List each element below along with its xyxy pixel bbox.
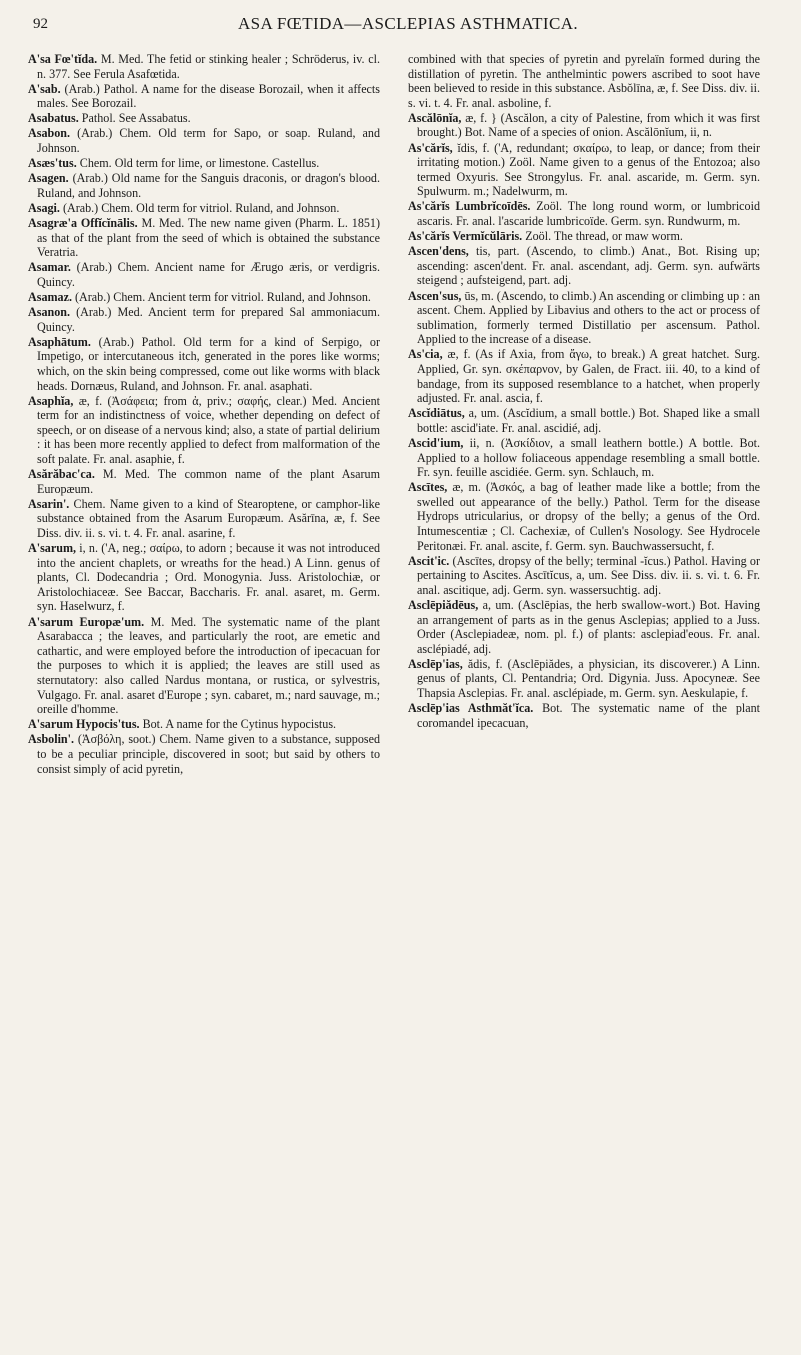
dictionary-entry — [28, 156, 380, 171]
entry-definition: Chem. Old term for lime, or limestone. Castellus. — [76, 156, 320, 171]
entry-headword: A'sab. — [28, 81, 61, 96]
entry-definition: M. Med. The new name given (Pharm. L. 1851) as that of the plant from the seed of which is obtained the substance Veratria. — [37, 216, 380, 260]
dictionary-entry — [408, 244, 760, 288]
entry-headword: A'sarum, — [28, 541, 77, 556]
dictionary-entry — [408, 199, 760, 228]
entry-definition: ii, n. (Ἀσκίδιον, a small leathern bottle.) A bottle. Bot. Applied to a hollow foliaceous appendage resembling a small bottle. Fr. syn. feuille ascidiée. Germ. syn. Schlauch, m. — [417, 435, 760, 480]
entry-headword: Asaphĭa, — [28, 393, 74, 408]
entry-headword: A'sa Fœ'tĭda. — [28, 52, 98, 66]
entry-definition: Pathol. See Assabatus. — [78, 111, 191, 126]
page-number: 92 — [33, 16, 48, 32]
entry-headword: Asclēp'ias Asthmăt'ĭca. — [408, 701, 534, 716]
entry-definition: (Arab.) Chem. Ancient term for vitriol. Ruland, and Johnson. — [72, 290, 371, 304]
dictionary-entry — [408, 347, 760, 405]
page-header — [33, 14, 783, 38]
entry-headword: Asamaz. — [28, 290, 72, 304]
dictionary-entry — [28, 335, 380, 393]
entry-headword: Asbolin'. — [28, 732, 75, 747]
entry-definition: Bot. A name for the Cytinus hypocistus. — [139, 717, 337, 732]
entry-headword: Ascen'dens, — [408, 244, 469, 259]
dictionary-entry — [408, 701, 760, 730]
running-head: ASA FŒTIDA—ASCLEPIAS ASTHMATICA. — [237, 14, 579, 33]
dictionary-entry — [28, 111, 380, 126]
entry-definition: combined with that species of pyretin and pyrelaïn formed during the distillation of pyretin. The anthelmintic powers ascribed to soot have been believed to reside in this substance. Asbŏlīna, æ, f. See Diss. div. ii. s. vi. t. 4. Fr. anal. asboline, f. — [408, 52, 760, 110]
entry-headword: Asabatus. — [28, 111, 79, 126]
entry-definition: Chem. Name given to a kind of Stearoptene, or camphor-like substance obtained from the Asarum Europæum. Asărīna, æ, f. See Diss. div. ii. s. vi. t. 4. Fr. anal. asarine, f. — [37, 496, 380, 540]
entry-definition: M. Med. The fetid or stinking healer ; Schröderus, iv. cl. n. 377. See Ferula Asafœtida. — [37, 52, 380, 81]
dictionary-entry — [28, 260, 380, 289]
entry-headword: Asclēp'ias, — [408, 656, 463, 671]
entry-definition: (Ascītes, dropsy of the belly; terminal -ĭcus.) Pathol. Having or pertaining to Ascites. Ascītĭcus, a, um. See Diss. div. ii. s. vi. t. 6. Fr. anal. ascitique, adj. Germ. syn. wassersuchtig. adj. — [417, 553, 760, 597]
entry-definition: (Arab.) Old name for the Sanguis draconis, or dragon's blood. Ruland, and Johnson. — [37, 171, 380, 200]
entry-definition: a, um. (Ascĭdium, a small bottle.) Bot. Shaped like a small bottle: ascid'iate. Fr. anal. ascidié, adj. — [417, 406, 760, 435]
entry-headword: As'cia, — [408, 347, 443, 362]
entry-headword: A'sarum Europæ'um. — [28, 614, 145, 629]
dictionary-entry — [28, 717, 380, 732]
entry-headword: A'sarum Hypocis'tus. — [28, 717, 140, 732]
entry-definition: (Ἀσβόλη, soot.) Chem. Name given to a substance, supposed to be a peculiar principle, discovered in soot; but said by others to consist simply of acid pyretin, — [37, 732, 380, 776]
dictionary-entry — [408, 657, 760, 701]
entry-headword: Asarin'. — [28, 496, 70, 511]
dictionary-entry — [28, 82, 380, 111]
dictionary-entry — [28, 216, 380, 260]
dictionary-entry — [408, 406, 760, 435]
entry-definition: (Arab.) Med. Ancient term for prepared Sal ammoniacum. Quincy. — [37, 305, 380, 334]
dictionary-entry — [28, 497, 380, 541]
entry-definition: æ, f. (As if Axia, from ἄγω, to break.) A great hatchet. Surg. Applied, Gr. syn. σκέπαρνον, by Galen, de Fract. iii. 40, to a kind of bandage, from its supposed resemblance to a hatchet, when properly adjusted. Fr. anal. ascia, f. — [417, 347, 760, 406]
entry-definition: M. Med. The common name of the plant Asarum Europæum. — [37, 467, 380, 496]
entry-headword: Asabon. — [28, 126, 71, 141]
entry-definition: æ, m. (Ἀσκός, a bag of leather made like a bottle; from the swelled out appearance of the belly.) Pathol. Term for the disease Hydrops utricularius, or dropsy of the belly; a genus of the Ord. Intumescentiæ ; Cl. Cachexiæ, of Cullen's Nosology. See Hydrocele Peritonæi. Fr. anal. ascite, f. Germ. syn. Bauchwassersucht, f. — [417, 480, 760, 553]
entry-headword: Ascen'sus, — [408, 288, 462, 303]
dictionary-entry — [28, 126, 380, 155]
dictionary-entry — [28, 541, 380, 614]
entry-headword: Asanon. — [28, 305, 71, 320]
left-column — [28, 52, 380, 777]
entry-definition: (Arab.) Pathol. Old term for a kind of Serpigo, or Impetigo, or intercutaneous itch, generated in the pores like worms; which, on the skin being compressed, come out like worms with black heads. Dornæus, Ruland, and Johnson. Fr. anal. asaphati. — [37, 334, 380, 393]
entry-definition: a, um. (Asclēpias, the herb swallow-wort.) Bot. Having an arrangement of parts as in the genus Asclepias; applied to a Juss. Order (Asclepiadeæ, nom. pl. f.) of plants: asclepiad'eous. Fr. anal. asclépiadé, adj. — [417, 597, 760, 656]
entry-definition: ĭdis, f. ('A, redundant; σκαίρω, to leap, or dance; from their irritating motion.) Zoöl. Name given to a genus of the Entozoa; also termed Oxyuris. See Strongylus. Fr. anal. ascaride, m. Germ. syn. Spulwurm. m.; Nadelwurm, m. — [417, 140, 760, 199]
dictionary-entry — [28, 171, 380, 200]
entry-definition: (Arab.) Pathol. A name for the disease Borozail, when it affects males. See Borozail. — [37, 81, 380, 111]
entry-headword: Asclēpiădēus, — [408, 597, 479, 612]
entry-definition: ădis, f. (Asclēpiădes, a physician, its discoverer.) A Linn. genus of plants, Cl. Pentandria; Ord. Digynia. Juss. Apocyneæ. See Thapsia Asclepias. Fr. anal. asclépiade, m. Germ. syn. Aeskulapie, f. — [417, 656, 760, 701]
dictionary-entry — [28, 201, 380, 216]
entry-definition: (Arab.) Chem. Old term for vitriol. Ruland, and Johnson. — [59, 200, 340, 215]
entry-headword: Asagi. — [28, 200, 60, 215]
entry-headword: As'cărĭs, — [408, 140, 453, 155]
dictionary-entry — [408, 554, 760, 598]
dictionary-entry — [28, 615, 380, 717]
dictionary-entry — [28, 732, 380, 776]
dictionary-entry — [408, 598, 760, 656]
entry-headword: Ascītes, — [408, 480, 448, 495]
dictionary-entry — [408, 141, 760, 199]
dictionary-entry — [28, 394, 380, 467]
entry-headword: Ascălōnĭa, — [408, 110, 462, 125]
entry-definition: tis, part. (Ascendo, to climb.) Anat., Bot. Rising up; ascending: ascen'dent. Fr. anal. ascendant, adj. Germ. syn. aufwärts steigend ; aufsteigend, part. adj. — [417, 244, 760, 288]
entry-definition: ūs, m. (Ascendo, to climb.) An ascending or climbing up : an ascent. Chem. Applied by Libavius and others to the act or process of sublimation, formerly termed Distillatio per ascensum. Pathol. Applied to the increase of a disease. — [417, 288, 760, 347]
entry-definition: (Arab.) Chem. Ancient name for Ærugo æris, or verdigris. Quincy. — [37, 260, 380, 289]
entry-definition: æ, f. (Ἀσάφεια; from ἀ, priv.; σαφής, clear.) Med. Ancient term for an indistinctness of voice, whether depending on defect of speech, or on disease of a nervous kind; also, a state of partial delirium : it has been more recently applied to defect from malformation of the soft palate. Fr. anal. asaphie, f. — [37, 393, 380, 467]
entry-headword: As'cărĭs Lumbrĭcoīdēs. — [408, 199, 531, 214]
entry-headword: Asæs'tus. — [28, 156, 77, 171]
entry-headword: As'cărĭs Vermĭcŭlāris. — [408, 229, 523, 244]
entry-definition: æ, f. } (Ascălon, a city of Palestine, from which it was first brought.) Bot. Name of a species of onion. Ascălōnĭum, ii, n. — [417, 110, 760, 140]
entry-headword: Ascĭdiātus, — [408, 406, 465, 421]
entry-headword: Ascid'ium, — [408, 435, 464, 450]
entry-definition: M. Med. The systematic name of the plant Asarabacca ; the leaves, and particularly the root, are emetic and cathartic, and were employed before the introduction of ipecacuan for the purposes to which it is applied; the leaves are still used as sternutatory: also called Nardus montana, or rustica, or sylvestris, Vulgago. Fr. anal. asaret d'Europe ; syn. cabaret, m.; nard sauvage, m.; oreille d'homme. — [37, 614, 380, 717]
entry-headword: Asărăbac'ca. — [28, 467, 95, 482]
entry-headword: Asamar. — [28, 260, 71, 275]
dictionary-entry — [408, 229, 760, 244]
dictionary-entry — [408, 52, 760, 110]
entry-headword: Asaphātum. — [28, 334, 91, 349]
dictionary-entry — [28, 305, 380, 334]
dictionary-entry — [408, 436, 760, 480]
entry-definition: Zoöl. The thread, or maw worm. — [522, 229, 683, 244]
entry-headword: Asagræ'a Offĭcĭnālis. — [28, 216, 138, 231]
entry-definition: (Arab.) Chem. Old term for Sapo, or soap. Ruland, and Johnson. — [37, 126, 380, 156]
dictionary-entry — [408, 289, 760, 347]
dictionary-entry — [408, 480, 760, 553]
entry-definition: Zoöl. The long round worm, or lumbricoid ascaris. Fr. anal. l'ascaride lumbricoïde. Germ. syn. Rundwurm, m. — [417, 199, 760, 229]
entry-headword: Asagen. — [28, 171, 69, 186]
right-column — [408, 52, 760, 731]
entry-definition: Bot. The systematic name of the plant coromandel ipecacuan, — [417, 701, 760, 730]
dictionary-entry — [28, 467, 380, 496]
dictionary-entry — [28, 290, 380, 305]
dictionary-entry — [408, 111, 760, 140]
dictionary-entry — [28, 52, 380, 81]
entry-definition: i, n. ('A, neg.; σαίρω, to adorn ; because it was not introduced into the ancient chaplets, or wreaths for the head.) A Linn. genus of plants, Cl. Dodecandria ; Ord. Monogynia. Juss. Aristolochiæ, or Aristolochiaceæ. See Baccar, Baccharis. Fr. anal. asaret, m. Germ. syn. Haselwurz, f. — [37, 541, 380, 614]
entry-headword: Ascit'ic. — [408, 553, 450, 568]
